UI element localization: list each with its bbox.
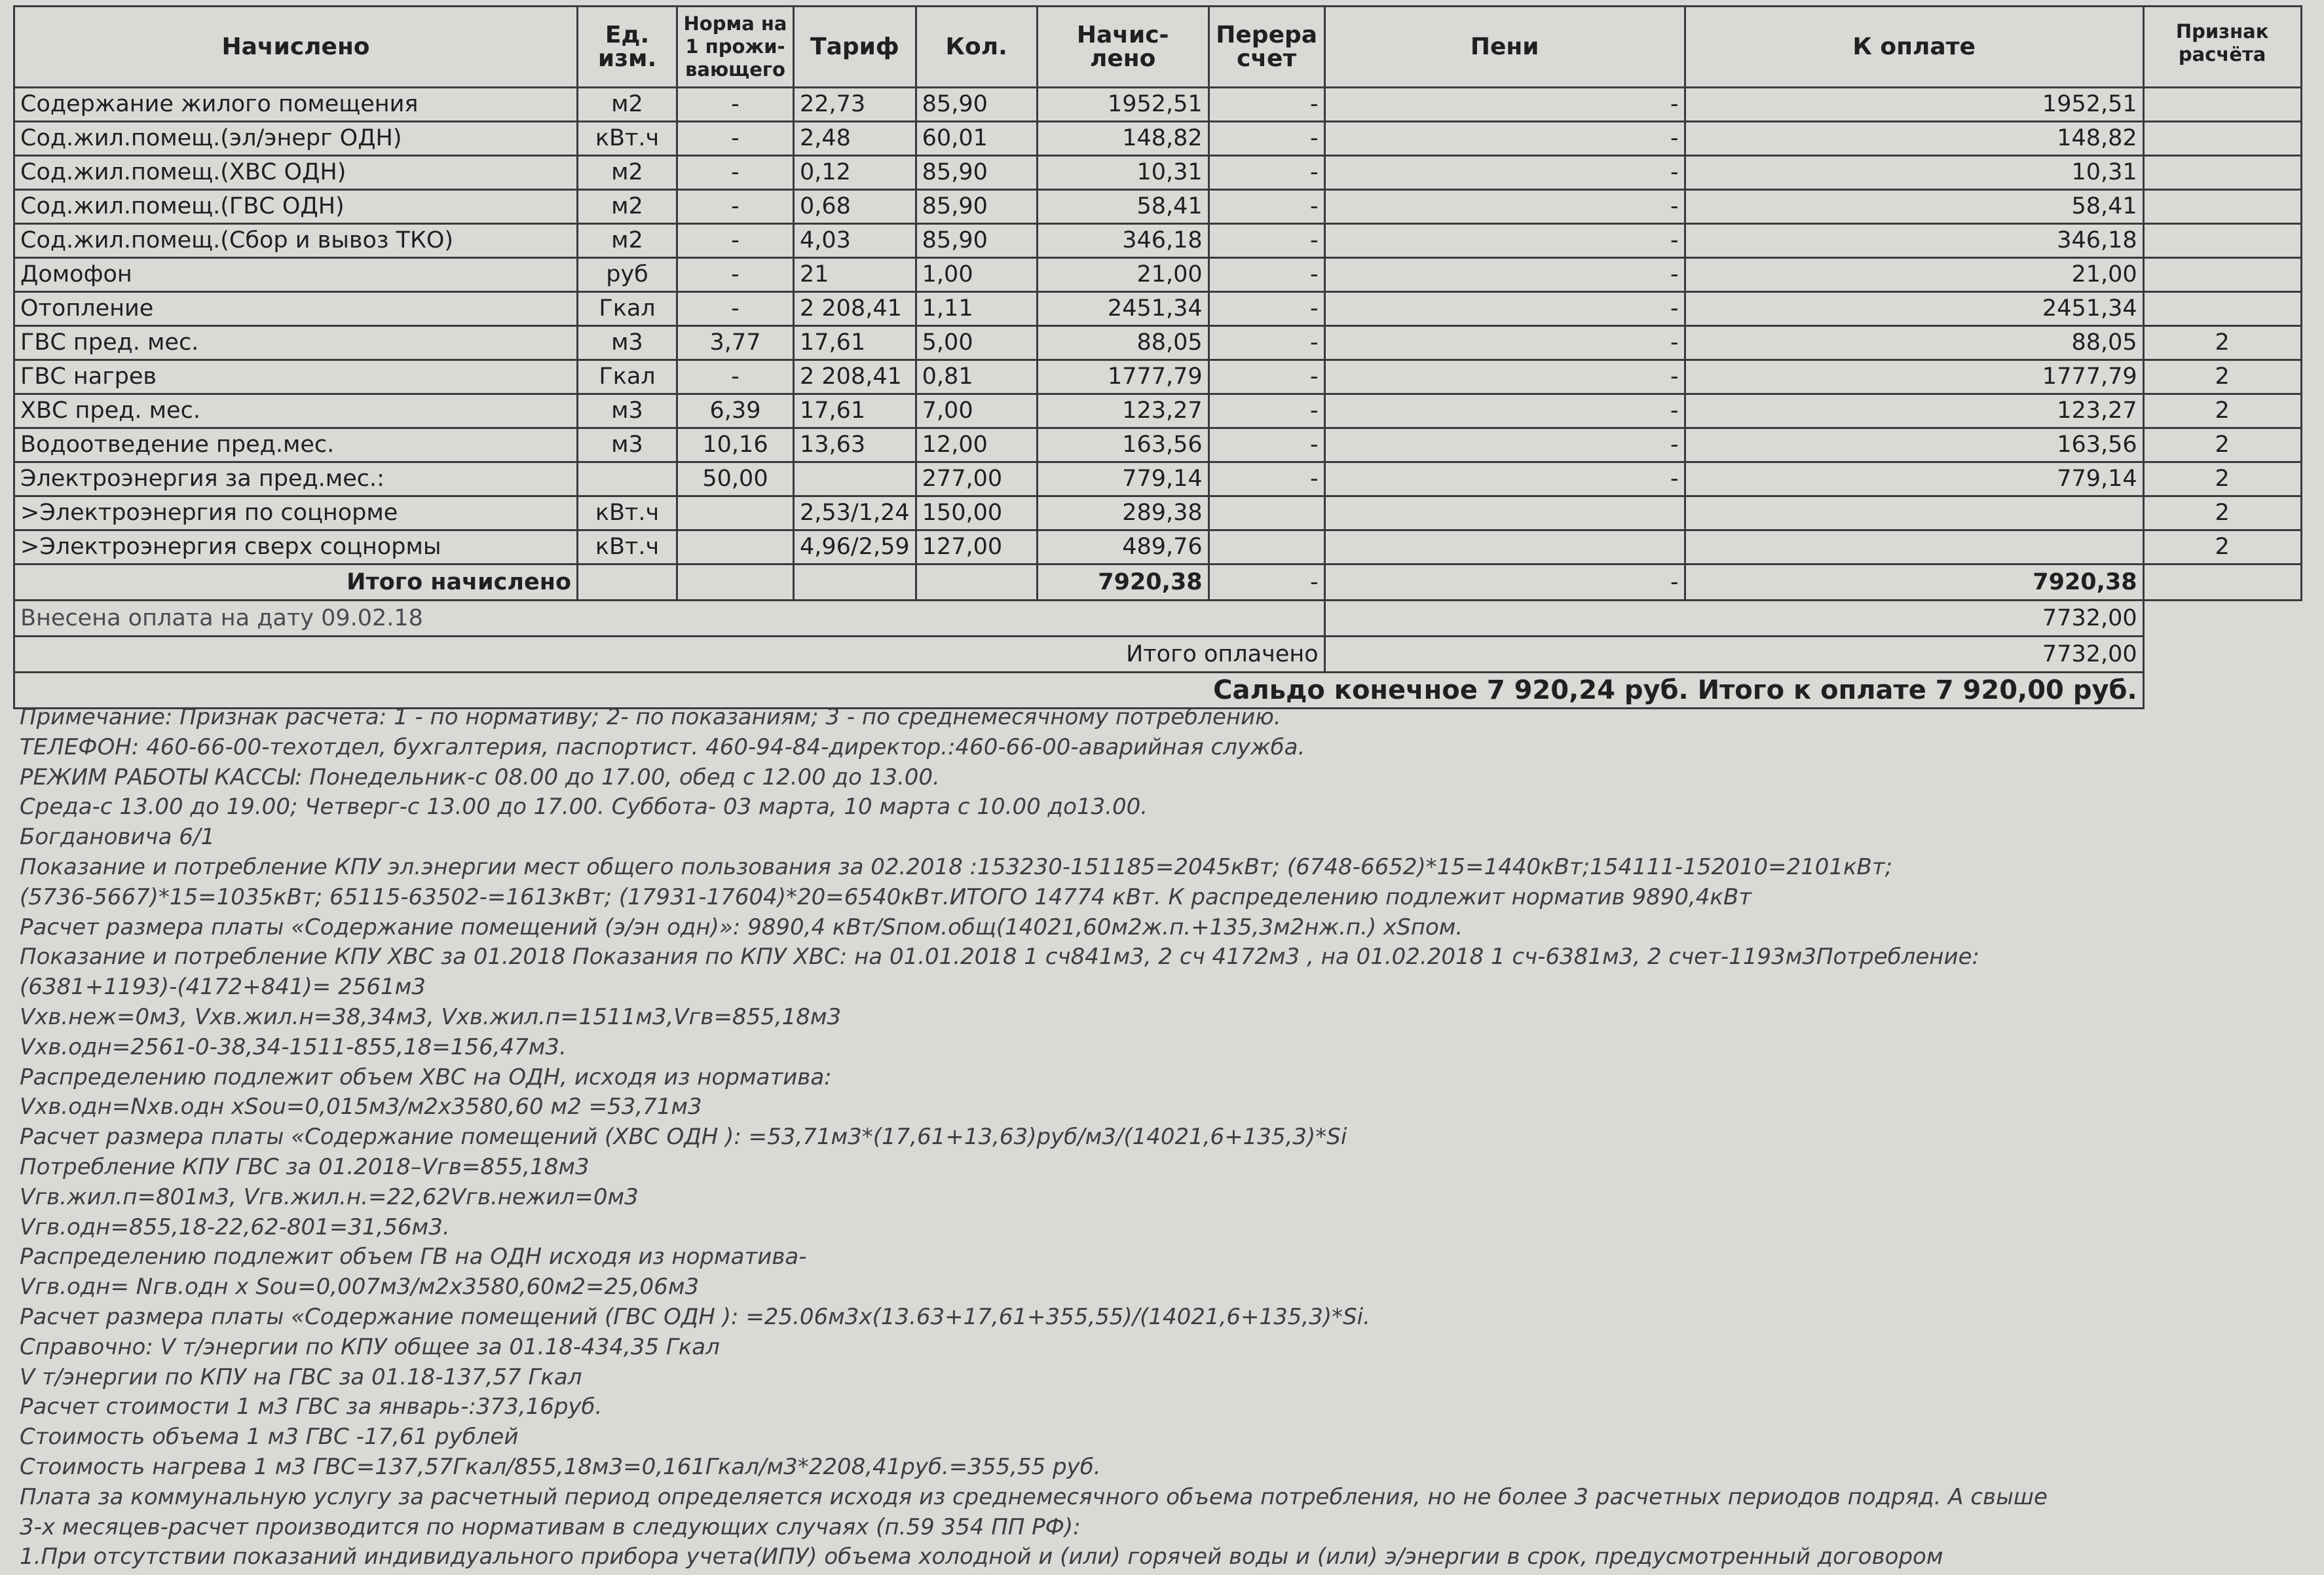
row-accrued: 123,27 bbox=[1037, 394, 1209, 428]
row-qty: 85,90 bbox=[916, 224, 1037, 258]
row-recalc: - bbox=[1209, 292, 1324, 326]
row-recalc: - bbox=[1209, 360, 1324, 394]
note-line: Vгв.жил.п=801м3, Vгв.жил.н.=22,62Vгв.нежил=0м3 bbox=[20, 1183, 639, 1210]
row-calc-sign: 2 bbox=[2143, 496, 2301, 530]
row-name: Домофон bbox=[14, 258, 578, 292]
row-name: Сод.жил.помещ.(эл/энерг ОДН) bbox=[14, 122, 578, 156]
note-line: Плата за коммунальную услугу за расчетный период определяется исходя из среднемесячного объема потребления, но не более 3 расчетных периодов подряд. А свыше bbox=[20, 1483, 2048, 1510]
row-name: Содержание жилого помещения bbox=[14, 88, 578, 122]
row-qty: 1,00 bbox=[916, 258, 1037, 292]
charge-row bbox=[14, 360, 2302, 394]
charge-row bbox=[14, 190, 2302, 224]
row-norm bbox=[677, 530, 794, 565]
row-norm bbox=[677, 496, 794, 530]
row-tariff: 4,96/2,59 bbox=[794, 530, 916, 565]
note-line: 3-х месяцев-расчет производится по нормативам в следующих случаях (п.59 354 ПП РФ): bbox=[20, 1513, 1081, 1540]
note-line: Примечание: Признак расчета: 1 - по нормативу; 2- по показаниям; 3 - по среднемесячному потреблению. bbox=[20, 704, 1281, 730]
total-accrued-label: Итого начислено bbox=[14, 565, 578, 601]
row-penalty: - bbox=[1324, 326, 1685, 360]
row-recalc: - bbox=[1209, 258, 1324, 292]
row-recalc: - bbox=[1209, 224, 1324, 258]
row-calc-sign bbox=[2143, 224, 2301, 258]
row-penalty: - bbox=[1324, 190, 1685, 224]
row-qty: 85,90 bbox=[916, 156, 1037, 190]
row-penalty: - bbox=[1324, 224, 1685, 258]
row-unit: м2 bbox=[578, 224, 677, 258]
charge-row bbox=[14, 530, 2302, 565]
row-unit: м3 bbox=[578, 394, 677, 428]
row-norm: 3,77 bbox=[677, 326, 794, 360]
row-recalc: - bbox=[1209, 326, 1324, 360]
note-line: (6381+1193)-(4172+841)= 2561м3 bbox=[20, 974, 426, 1001]
row-qty: 85,90 bbox=[916, 190, 1037, 224]
row-unit bbox=[578, 462, 677, 496]
row-penalty: - bbox=[1324, 428, 1685, 462]
row-accrued: 346,18 bbox=[1037, 224, 1209, 258]
row-qty: 150,00 bbox=[916, 496, 1037, 530]
row-qty: 0,81 bbox=[916, 360, 1037, 394]
row-calc-sign: 2 bbox=[2143, 394, 2301, 428]
note-line: Распределению подлежит объем ГВ на ОДН исходя из норматива- bbox=[20, 1244, 807, 1270]
row-recalc: - bbox=[1209, 394, 1324, 428]
row-qty: 1,11 bbox=[916, 292, 1037, 326]
charges-table bbox=[13, 5, 2302, 709]
row-accrued: 163,56 bbox=[1037, 428, 1209, 462]
row-unit: м2 bbox=[578, 156, 677, 190]
row-accrued: 58,41 bbox=[1037, 190, 1209, 224]
row-to-pay bbox=[1685, 496, 2143, 530]
notes-block bbox=[20, 703, 2299, 1572]
note-line: Показание и потребление КПУ ХВС за 01.2018 Показания по КПУ ХВС: на 01.01.2018 1 сч841м3, 2 сч 4172м3 , на 01.02.2018 1 сч-6381м3, 2 счет-1193м3Потребление: bbox=[20, 944, 1979, 971]
charge-row bbox=[14, 258, 2302, 292]
charge-row bbox=[14, 394, 2302, 428]
row-qty: 127,00 bbox=[916, 530, 1037, 565]
row-norm: 50,00 bbox=[677, 462, 794, 496]
row-name: >Электроэнергия сверх соцнормы bbox=[14, 530, 578, 565]
row-tariff: 0,12 bbox=[794, 156, 916, 190]
note-line: Распределению подлежит объем ХВС на ОДН, исходя из норматива: bbox=[20, 1064, 832, 1090]
row-unit: Гкал bbox=[578, 292, 677, 326]
row-norm: - bbox=[677, 292, 794, 326]
row-accrued: 10,31 bbox=[1037, 156, 1209, 190]
charge-row bbox=[14, 428, 2302, 462]
row-name: ХВС пред. мес. bbox=[14, 394, 578, 428]
row-unit: Гкал bbox=[578, 360, 677, 394]
row-name: ГВС нагрев bbox=[14, 360, 578, 394]
row-norm: 6,39 bbox=[677, 394, 794, 428]
paid-row bbox=[14, 601, 2302, 637]
charge-row bbox=[14, 224, 2302, 258]
note-line: Стоимость нагрева 1 м3 ГВС=137,57Гкал/855,18м3=0,161Гкал/м3*2208,41руб.=355,55 руб. bbox=[20, 1453, 1101, 1480]
note-line: Vхв.неж=0м3, Vхв.жил.н=38,34м3, Vхв.жил.п=1511м3,Vгв=855,18м3 bbox=[20, 1003, 842, 1030]
row-accrued: 1777,79 bbox=[1037, 360, 1209, 394]
row-accrued: 489,76 bbox=[1037, 530, 1209, 565]
row-accrued: 21,00 bbox=[1037, 258, 1209, 292]
row-unit: м3 bbox=[578, 326, 677, 360]
row-name: Сод.жил.помещ.(Сбор и вывоз ТКО) bbox=[14, 224, 578, 258]
total-accrued-value: 7920,38 bbox=[1037, 565, 1209, 601]
row-accrued: 148,82 bbox=[1037, 122, 1209, 156]
row-to-pay: 10,31 bbox=[1685, 156, 2143, 190]
row-calc-sign: 2 bbox=[2143, 530, 2301, 565]
note-line: ТЕЛЕФОН: 460-66-00-техотдел, бухгалтерия, паспортист. 460-94-84-директор.:460-66-00-аварийная служба. bbox=[20, 733, 1305, 760]
note-line: Справочно: V т/энергии по КПУ общее за 01.18-434,35 Гкал bbox=[20, 1333, 720, 1360]
row-norm: - bbox=[677, 122, 794, 156]
row-tariff: 17,61 bbox=[794, 394, 916, 428]
row-penalty bbox=[1324, 530, 1685, 565]
row-to-pay: 1777,79 bbox=[1685, 360, 2143, 394]
row-penalty: - bbox=[1324, 462, 1685, 496]
note-line: Показание и потребление КПУ эл.энергии мест общего пользования за 02.2018 :153230-151185=2045кВт; (6748-6652)*15=1440кВт;154111-152010=2101кВт; bbox=[20, 853, 1893, 880]
row-to-pay: 21,00 bbox=[1685, 258, 2143, 292]
row-calc-sign: 2 bbox=[2143, 462, 2301, 496]
charge-row bbox=[14, 462, 2302, 496]
row-to-pay: 1952,51 bbox=[1685, 88, 2143, 122]
total-to-pay-value: 7920,38 bbox=[1685, 565, 2143, 601]
row-unit: кВт.ч bbox=[578, 530, 677, 565]
row-to-pay: 346,18 bbox=[1685, 224, 2143, 258]
col-header-unit: Ед. изм. bbox=[578, 7, 677, 88]
col-header-calc-sign: Признак расчёта bbox=[2143, 7, 2301, 88]
row-penalty: - bbox=[1324, 122, 1685, 156]
row-norm: 10,16 bbox=[677, 428, 794, 462]
saldo-text: Сальдо конечное 7 920,24 руб. Итого к оплате 7 920,00 руб. bbox=[14, 673, 2144, 709]
row-tariff: 2 208,41 bbox=[794, 292, 916, 326]
row-penalty: - bbox=[1324, 156, 1685, 190]
row-recalc: - bbox=[1209, 190, 1324, 224]
row-qty: 7,00 bbox=[916, 394, 1037, 428]
note-line: Расчет размера платы «Содержание помещений (ГВС ОДН ): =25.06м3x(13.63+17,61+355,55)/(14021,6+135,3)*Si. bbox=[20, 1303, 1370, 1330]
paid-total-row bbox=[14, 637, 2302, 673]
row-name: Отопление bbox=[14, 292, 578, 326]
note-line: Vхв.одн=2561-0-38,34-1511-855,18=156,47м3. bbox=[20, 1033, 567, 1060]
charge-row bbox=[14, 292, 2302, 326]
row-name: Сод.жил.помещ.(ХВС ОДН) bbox=[14, 156, 578, 190]
row-recalc: - bbox=[1209, 462, 1324, 496]
row-calc-sign bbox=[2143, 190, 2301, 224]
row-norm: - bbox=[677, 258, 794, 292]
row-tariff bbox=[794, 462, 916, 496]
row-norm: - bbox=[677, 360, 794, 394]
row-tariff: 2,53/1,24 bbox=[794, 496, 916, 530]
row-qty: 12,00 bbox=[916, 428, 1037, 462]
note-line: Среда-с 13.00 до 19.00; Четверг-с 13.00 до 17.00. Суббота- 03 марта, 10 марта с 10.00 до13.00. bbox=[20, 794, 1148, 821]
row-calc-sign bbox=[2143, 156, 2301, 190]
charge-row bbox=[14, 156, 2302, 190]
row-to-pay bbox=[1685, 530, 2143, 565]
row-unit: м2 bbox=[578, 190, 677, 224]
paid-value: 7732,00 bbox=[1324, 601, 2143, 637]
charge-row bbox=[14, 88, 2302, 122]
note-line: РЕЖИМ РАБОТЫ КАССЫ: Понедельник-с 08.00 до 17.00, обед с 12.00 до 13.00. bbox=[20, 764, 940, 790]
row-penalty: - bbox=[1324, 394, 1685, 428]
col-header-qty: Кол. bbox=[916, 7, 1037, 88]
row-accrued: 289,38 bbox=[1037, 496, 1209, 530]
row-to-pay: 88,05 bbox=[1685, 326, 2143, 360]
row-tariff: 17,61 bbox=[794, 326, 916, 360]
col-header-penalty: Пени bbox=[1324, 7, 1685, 88]
row-accrued: 2451,34 bbox=[1037, 292, 1209, 326]
row-calc-sign bbox=[2143, 122, 2301, 156]
row-unit: кВт.ч bbox=[578, 496, 677, 530]
row-to-pay: 163,56 bbox=[1685, 428, 2143, 462]
row-qty: 60,01 bbox=[916, 122, 1037, 156]
row-recalc bbox=[1209, 496, 1324, 530]
total-penalty-value: - bbox=[1324, 565, 1685, 601]
note-line: Расчет стоимости 1 м3 ГВС за январь-:373,16руб. bbox=[20, 1394, 603, 1420]
col-header-recalc: Перера счет bbox=[1209, 7, 1324, 88]
charge-row bbox=[14, 122, 2302, 156]
row-unit: м2 bbox=[578, 88, 677, 122]
col-header-tariff: Тариф bbox=[794, 7, 916, 88]
row-penalty: - bbox=[1324, 360, 1685, 394]
row-tariff: 13,63 bbox=[794, 428, 916, 462]
row-qty: 5,00 bbox=[916, 326, 1037, 360]
note-line: Расчет размера платы «Содержание помещений (ХВС ОДН ): =53,71м3*(17,61+13,63)руб/м3/(14021,6+135,3)*Si bbox=[20, 1124, 1347, 1151]
paid-total-label: Итого оплачено bbox=[14, 637, 1325, 673]
row-unit: кВт.ч bbox=[578, 122, 677, 156]
note-line: 1.При отсутствии показаний индивидуального прибора учета(ИПУ) объема холодной и (или) горячей воды и (или) э/энергии в срок, предусмотренный договором bbox=[20, 1544, 1943, 1570]
row-penalty: - bbox=[1324, 88, 1685, 122]
row-to-pay: 779,14 bbox=[1685, 462, 2143, 496]
row-calc-sign bbox=[2143, 292, 2301, 326]
note-line: Богдановича 6/1 bbox=[20, 824, 215, 851]
row-norm: - bbox=[677, 156, 794, 190]
col-header-to-pay: К оплате bbox=[1685, 7, 2143, 88]
col-header-norm: Норма на 1 прожи- вающего bbox=[677, 7, 794, 88]
row-norm: - bbox=[677, 88, 794, 122]
paid-label: Внесена оплата на дату 09.02.18 bbox=[14, 601, 1325, 637]
row-norm: - bbox=[677, 190, 794, 224]
row-accrued: 88,05 bbox=[1037, 326, 1209, 360]
row-recalc: - bbox=[1209, 122, 1324, 156]
total-accrued-row bbox=[14, 565, 2302, 601]
row-unit: м3 bbox=[578, 428, 677, 462]
row-name: Водоотведение пред.мес. bbox=[14, 428, 578, 462]
row-tariff: 4,03 bbox=[794, 224, 916, 258]
row-penalty: - bbox=[1324, 292, 1685, 326]
row-accrued: 779,14 bbox=[1037, 462, 1209, 496]
total-recalc-value: - bbox=[1209, 565, 1324, 601]
row-tariff: 22,73 bbox=[794, 88, 916, 122]
row-calc-sign bbox=[2143, 88, 2301, 122]
col-header-charged: Начислено bbox=[14, 7, 578, 88]
row-tariff: 2,48 bbox=[794, 122, 916, 156]
note-line: Vгв.одн=855,18-22,62-801=31,56м3. bbox=[20, 1214, 450, 1240]
col-header-accrued: Начис- лено bbox=[1037, 7, 1209, 88]
charge-row bbox=[14, 326, 2302, 360]
row-calc-sign: 2 bbox=[2143, 360, 2301, 394]
paid-total-value: 7732,00 bbox=[1324, 637, 2143, 673]
note-line: (5736-5667)*15=1035кВт; 65115-63502-=1613кВт; (17931-17604)*20=6540кВт.ИТОГО 14774 кВт. К распределению подлежит норматив 9890,4кВт bbox=[20, 883, 1752, 910]
row-to-pay: 2451,34 bbox=[1685, 292, 2143, 326]
row-calc-sign: 2 bbox=[2143, 326, 2301, 360]
row-calc-sign bbox=[2143, 258, 2301, 292]
row-recalc: - bbox=[1209, 156, 1324, 190]
row-recalc bbox=[1209, 530, 1324, 565]
row-name: ГВС пред. мес. bbox=[14, 326, 578, 360]
row-name: >Электроэнергия по соцнорме bbox=[14, 496, 578, 530]
row-unit: руб bbox=[578, 258, 677, 292]
row-recalc: - bbox=[1209, 428, 1324, 462]
row-norm: - bbox=[677, 224, 794, 258]
row-calc-sign: 2 bbox=[2143, 428, 2301, 462]
row-to-pay: 58,41 bbox=[1685, 190, 2143, 224]
row-qty: 85,90 bbox=[916, 88, 1037, 122]
note-line: Потребление КПУ ГВС за 01.2018–Vгв=855,18м3 bbox=[20, 1153, 590, 1180]
row-to-pay: 148,82 bbox=[1685, 122, 2143, 156]
row-tariff: 0,68 bbox=[794, 190, 916, 224]
note-line: Vгв.одн= Nгв.одн x Sou=0,007м3/м2x3580,60м2=25,06м3 bbox=[20, 1274, 700, 1301]
note-line: Стоимость объема 1 м3 ГВС -17,61 рублей bbox=[20, 1424, 519, 1451]
row-name: Электроэнергия за пред.мес.: bbox=[14, 462, 578, 496]
row-name: Сод.жил.помещ.(ГВС ОДН) bbox=[14, 190, 578, 224]
row-recalc: - bbox=[1209, 88, 1324, 122]
row-tariff: 21 bbox=[794, 258, 916, 292]
row-penalty bbox=[1324, 496, 1685, 530]
charge-row bbox=[14, 496, 2302, 530]
note-line: Расчет размера платы «Содержание помещений (э/эн одн)»: 9890,4 кВт/Sпом.общ(14021,60м2ж.п.+135,3м2нж.п.) xSпом. bbox=[20, 914, 1463, 940]
row-accrued: 1952,51 bbox=[1037, 88, 1209, 122]
row-to-pay: 123,27 bbox=[1685, 394, 2143, 428]
row-qty: 277,00 bbox=[916, 462, 1037, 496]
row-penalty: - bbox=[1324, 258, 1685, 292]
note-line: Vхв.одн=Nхв.одн xSou=0,015м3/м2x3580,60 м2 =53,71м3 bbox=[20, 1094, 702, 1121]
note-line: V т/энергии по КПУ на ГВС за 01.18-137,57 Гкал bbox=[20, 1363, 582, 1390]
row-tariff: 2 208,41 bbox=[794, 360, 916, 394]
